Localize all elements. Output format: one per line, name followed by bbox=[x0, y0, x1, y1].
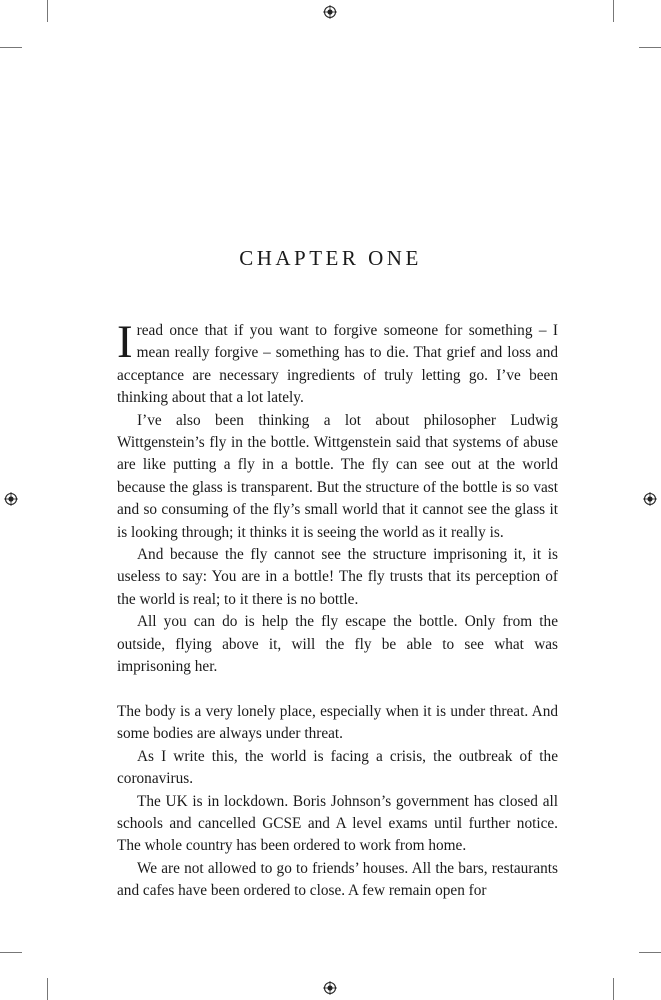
paragraph: As I write this, the world is facing a crisis, the outbreak of the coronavirus. bbox=[117, 747, 558, 788]
paragraph: And because the fly cannot see the structure imprisoning it, it is useless to say: You are in a bottle! The fly trusts that its perception of the world is real; to it there is no bottle. bbox=[117, 546, 558, 608]
paragraph bbox=[117, 316, 558, 410]
registration-mark-icon bbox=[323, 5, 337, 19]
drop-cap: I bbox=[117, 316, 133, 368]
paragraph: I’ve also been thinking a lot about philosopher Ludwig Wittgenstein’s fly in the bottle. Wittgenstein said that systems of abuse are like putting a fly in a bottle. The fly can see out at the world because the glass is transparent. But the structure of the bottle is so vast and so consuming of the fly’s small world that it cannot see the glass it is looking through; it thinks it is seeing the world as it really is. bbox=[117, 411, 558, 541]
paragraph: We are not allowed to go to friends’ houses. All the bars, restaurants and cafes have been ordered to close. A few remain open for bbox=[117, 859, 558, 900]
trim-mark bbox=[613, 978, 614, 1000]
chapter-body bbox=[117, 316, 558, 903]
trim-mark bbox=[47, 0, 48, 22]
paragraph: The UK is in lockdown. Boris Johnson’s government has closed all schools and cancelled GCSE and A level exams until further notice. The whole country has been ordered to work from home. bbox=[117, 792, 558, 855]
registration-mark-icon bbox=[4, 492, 18, 506]
trim-mark bbox=[47, 978, 48, 1000]
paragraph: All you can do is help the fly escape the bottle. Only from the outside, flying above it, will the fly be able to see what was imprisoning her. bbox=[117, 613, 558, 676]
registration-mark-icon bbox=[323, 981, 337, 995]
trim-mark bbox=[639, 47, 661, 48]
paragraph: The body is a very lonely place, especially when it is under threat. And some bodies are always under threat. bbox=[117, 702, 558, 743]
chapter-title: CHAPTER ONE bbox=[239, 246, 422, 271]
trim-mark bbox=[0, 47, 22, 48]
registration-mark-icon bbox=[643, 492, 657, 506]
paragraph-text: read once that if you want to forgive someone for something – I mean really forgive – something has to die. That grief and loss and acceptance are necessary ingredients of truly letting go. I’ve been thinking about that a lot lately. bbox=[117, 322, 558, 407]
trim-mark bbox=[639, 952, 661, 953]
trim-mark bbox=[0, 952, 22, 953]
trim-mark bbox=[613, 0, 614, 22]
